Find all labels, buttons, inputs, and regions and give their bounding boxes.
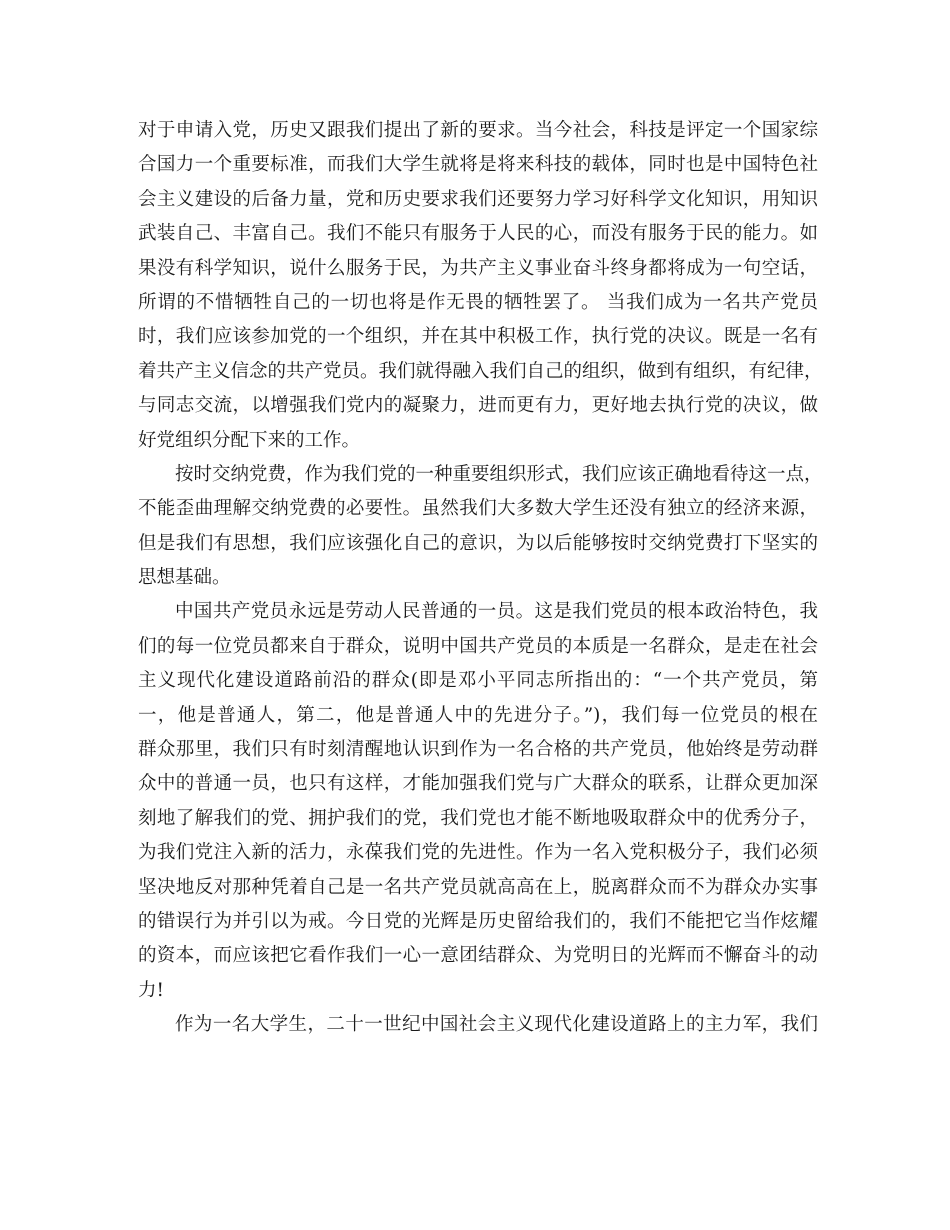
paragraph-p3	[138, 595, 818, 1008]
text-line: 与同志交流，以增强我们党内的凝聚力，进而更有力，更好地去执行党的决议，做	[138, 395, 818, 417]
paragraph-p2	[138, 458, 823, 596]
text-line: 合国力一个重要标准，而我们大学生就将是将来科技的载体，同时也是中国特色社	[138, 154, 818, 176]
text-line: 的资本，而应该把它看作我们一心一意团结群众、为党明日的光辉而不懈奋斗的动	[138, 945, 818, 967]
text-line: 对于申请入党，历史又跟我们提出了新的要求。当今社会，科技是评定一个国家综	[138, 120, 818, 141]
text-line: 会主义建设的后备力量，党和历史要求我们还要努力学习好科学文化知识，用知识	[138, 188, 818, 210]
text-line: 着共产主义信念的共产党员。我们就得融入我们自己的组织，做到有组织，有纪律，	[138, 360, 823, 382]
text-line: 一，他是普通人，第二，他是普通人中的先进分子。”)，我们每一位党员的根在	[138, 704, 818, 726]
paragraph-p1	[138, 114, 823, 458]
text-line: 果没有科学知识，说什么服务于民，为共产主义事业奋斗终身都将成为一句空话，	[138, 257, 818, 279]
text-line: 作为一名大学生，二十一世纪中国社会主义现代化建设道路上的主力军，我们	[175, 1014, 818, 1036]
text-line: 刻地了解我们的党、拥护我们的党，我们党也才能不断地吸取群众中的优秀分子，	[138, 807, 818, 829]
paragraph-p4	[138, 1008, 818, 1042]
text-line: 但是我们有思想，我们应该强化自己的意识，为以后能够按时交纳党费打下坚实的	[138, 532, 818, 554]
text-line: 思想基础。	[138, 567, 231, 589]
text-line: 主义现代化建设道路前沿的群众(即是邓小平同志所指出的：“一个共产党员，第	[138, 670, 818, 692]
text-line: 们的每一位党员都来自于群众，说明中国共产党员的本质是一名群众，是走在社会	[138, 635, 818, 657]
text-line: 坚决地反对那种凭着自己是一名共产党员就高高在上，脱离群众而不为群众办实事	[138, 876, 818, 898]
text-line: 按时交纳党费，作为我们党的一种重要组织形式，我们应该正确地看待这一点，	[175, 463, 823, 485]
text-line: 众中的普通一员，也只有这样，才能加强我们党与广大群众的联系，让群众更加深	[138, 773, 818, 795]
text-line: 力!	[138, 979, 164, 1001]
text-line: 为我们党注入新的活力，永葆我们党的先进性。作为一名入党积极分子，我们必须	[138, 842, 818, 864]
text-line: 所谓的不惜牺牲自己的一切也将是作无畏的牺牲罢了。 当我们成为一名共产党员	[138, 291, 818, 313]
text-line: 武装自己、丰富自己。我们不能只有服务于人民的心，而没有服务于民的能力。如	[138, 223, 818, 245]
text-line: 群众那里，我们只有时刻清醒地认识到作为一名合格的共产党员，他始终是劳动群	[138, 739, 818, 761]
text-line: 中国共产党员永远是劳动人民普通的一员。这是我们党员的根本政治特色，我	[175, 601, 818, 623]
text-line: 不能歪曲理解交纳党费的必要性。虽然我们大多数大学生还没有独立的经济来源，	[138, 498, 818, 520]
document-body	[138, 114, 823, 1043]
text-line: 的错误行为并引以为戒。今日党的光辉是历史留给我们的，我们不能把它当作炫耀	[138, 910, 818, 932]
text-line: 好党组织分配下来的工作。	[138, 429, 361, 451]
text-line: 时，我们应该参加党的一个组织，并在其中积极工作，执行党的决议。既是一名有	[138, 326, 818, 348]
